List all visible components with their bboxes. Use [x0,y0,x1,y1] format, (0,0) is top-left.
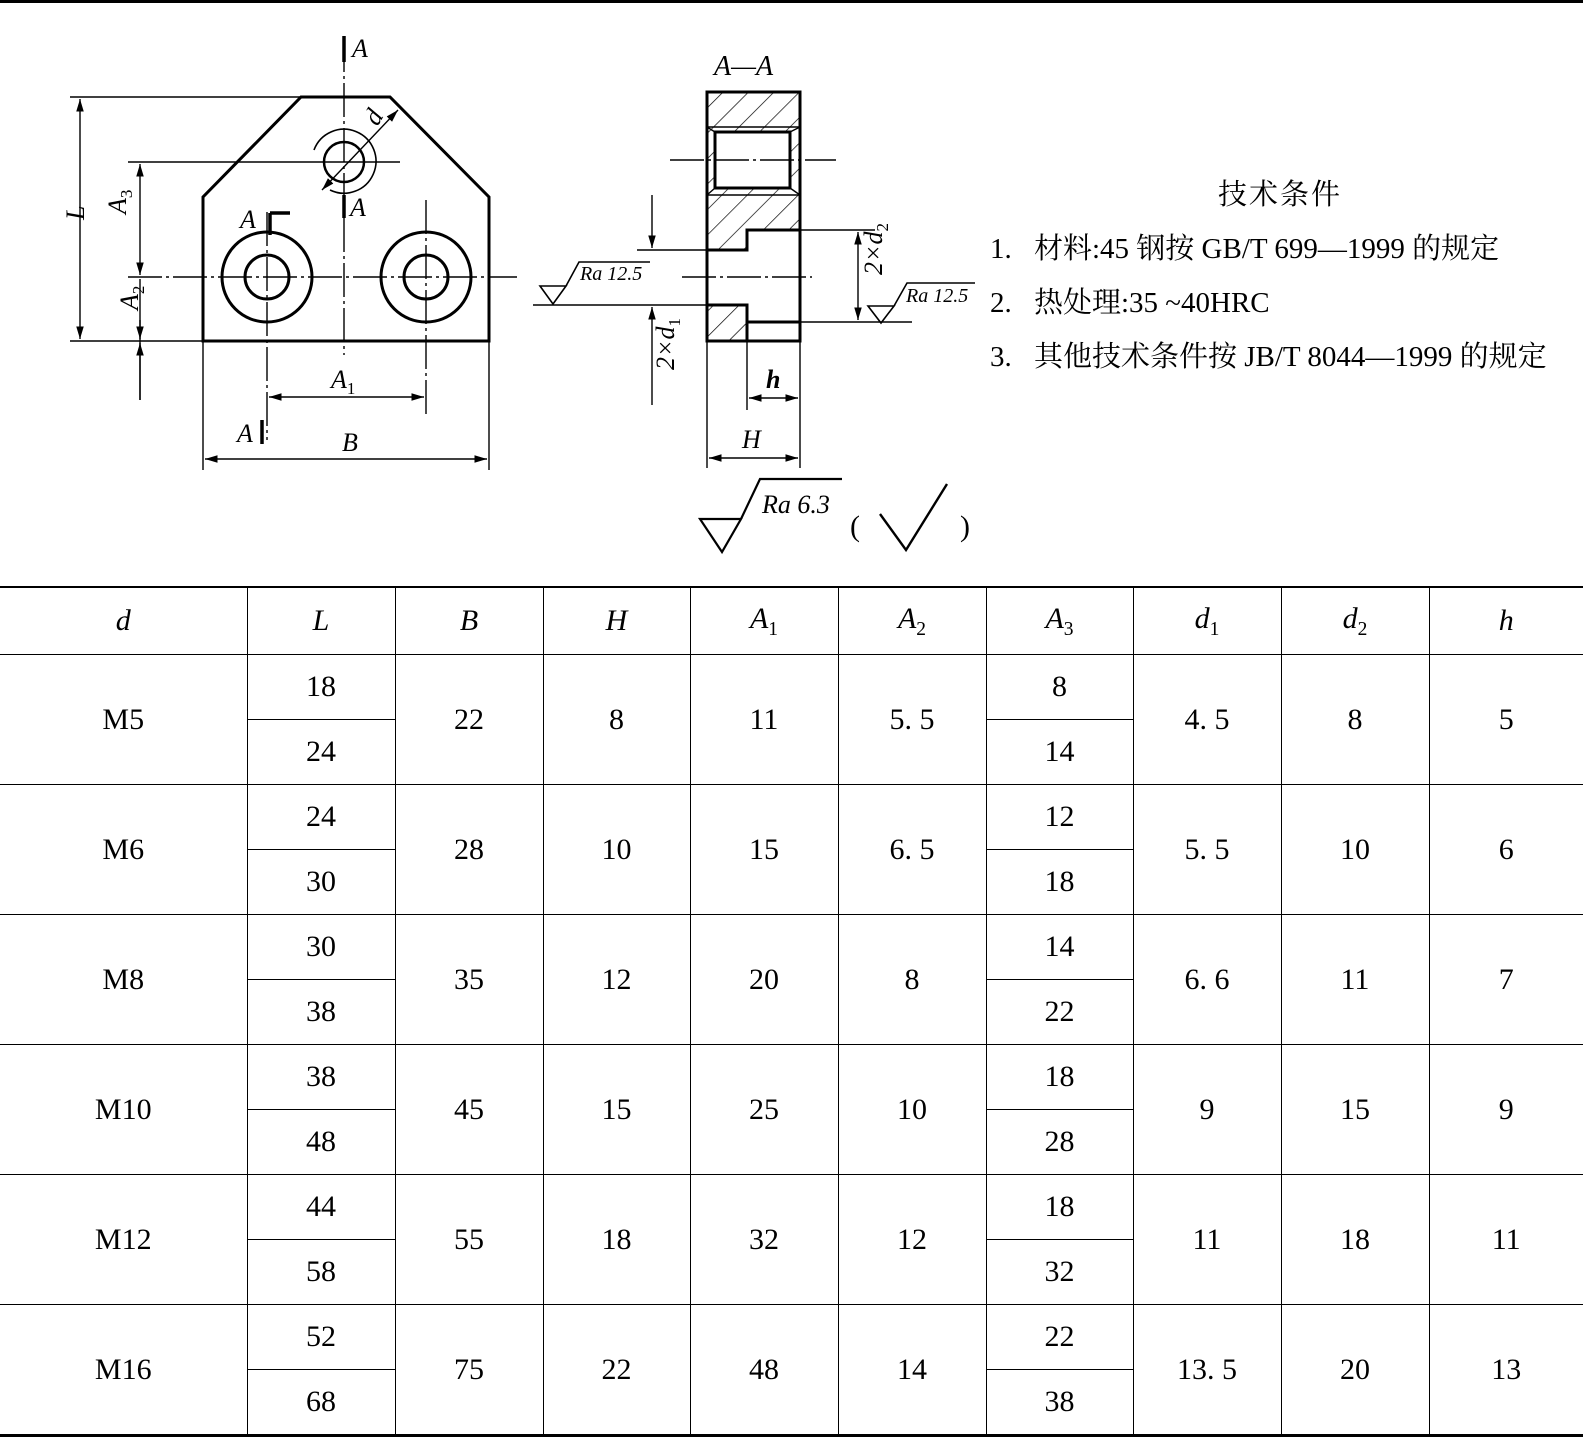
cut-label-middle: A [350,193,366,222]
column-header-symbol: d [1342,601,1358,635]
column-header-subscript: 2 [1357,618,1368,640]
cell-length: 38 [247,980,395,1045]
dim-label-B: B [342,428,358,457]
column-header [986,587,1133,655]
technical-condition-number: 3. [990,341,1012,373]
cell-length: 44 [247,1175,395,1240]
check-mark-icon [880,484,947,550]
cut-label-bottom: A [237,419,253,448]
cell-counterbore-depth: 13 [1429,1305,1583,1436]
column-header [1133,587,1281,655]
svg-text:A3 [103,190,136,216]
column-header [838,587,986,655]
cell-d1: 11 [1133,1175,1281,1305]
specification-table [0,586,1583,1437]
cell-counterbore-depth: 6 [1429,785,1583,915]
cell-a3: 22 [986,980,1133,1045]
roughness-paren-close: ) [960,510,970,543]
cell-a2: 6. 5 [838,785,986,915]
cell-a3: 18 [986,1045,1133,1110]
column-header [690,587,838,655]
cell-length: 24 [247,720,395,785]
column-header [543,587,690,655]
plan-view [70,36,517,470]
cell-counterbore-depth: 9 [1429,1045,1583,1175]
column-header-symbol: A [1045,601,1064,635]
cell-d2: 18 [1281,1175,1429,1305]
column-header-symbol: L [312,604,330,637]
cell-height: 10 [543,785,690,915]
cell-height: 12 [543,915,690,1045]
table-row [0,915,1583,980]
column-header-symbol: h [1498,604,1514,637]
roughness-label-left: Ra 12.5 [580,263,643,285]
cut-label-left: A [240,205,256,234]
column-header-symbol: A [749,601,769,635]
dim-label-A3: A [103,198,132,214]
column-header [395,587,543,655]
cell-thread-size: M12 [0,1175,247,1305]
cell-height: 15 [543,1045,690,1175]
dim-label-H: H [742,425,761,454]
cell-a3: 18 [986,1175,1133,1240]
dim-label-2xd2-sub: 2 [873,222,892,232]
cell-a2: 5. 5 [838,655,986,785]
cell-width: 45 [395,1045,543,1175]
cell-d2: 20 [1281,1305,1429,1436]
column-header-symbol: A [897,601,917,635]
cell-length: 30 [247,915,395,980]
column-header-subscript: 1 [768,618,779,640]
cell-a2: 12 [838,1175,986,1305]
table-row [0,785,1583,850]
cell-thread-size: M10 [0,1045,247,1175]
table-header-row [0,587,1583,655]
dim-label-A2-sub: 2 [129,285,148,295]
column-header-symbol: d [115,604,131,637]
roughness-paren-open: ( [850,510,860,543]
cell-a2: 8 [838,915,986,1045]
cell-d1: 9 [1133,1045,1281,1175]
column-header [1281,587,1429,655]
cell-length: 58 [247,1240,395,1305]
cell-length: 68 [247,1370,395,1436]
cell-length: 38 [247,1045,395,1110]
column-header-subscript: 1 [1209,618,1220,640]
cell-a3: 22 [986,1305,1133,1370]
cell-a3: 18 [986,850,1133,915]
cut-label-top: A [352,34,368,63]
cell-length: 30 [247,850,395,915]
dim-label-A2: A [115,294,144,310]
dim-label-2xd2: 2×d [859,231,888,275]
technical-condition-number: 2. [990,287,1012,319]
technical-conditions [990,168,1580,384]
cell-counterbore-depth: 7 [1429,915,1583,1045]
cell-a1: 32 [690,1175,838,1305]
cell-a1: 11 [690,655,838,785]
cell-a1: 48 [690,1305,838,1436]
technical-condition-number: 1. [990,233,1012,265]
technical-condition-item [990,330,1580,384]
table-row [0,1045,1583,1110]
cell-height: 22 [543,1305,690,1436]
svg-text:A2 [115,286,148,312]
cell-a2: 14 [838,1305,986,1436]
technical-condition-text: 其他技术条件按 JB/T 8044—1999 的规定 [1034,341,1547,373]
table-row [0,1175,1583,1240]
cell-d1: 13. 5 [1133,1305,1281,1436]
cell-a1: 20 [690,915,838,1045]
technical-condition-item [990,222,1580,276]
dim-label-A1-sub: 1 [346,379,356,398]
cell-height: 18 [543,1175,690,1305]
dim-label-2xd1: 2×d [651,326,680,370]
cell-length: 18 [247,655,395,720]
cell-height: 8 [543,655,690,785]
cell-d1: 4. 5 [1133,655,1281,785]
cell-width: 75 [395,1305,543,1436]
cell-length: 24 [247,785,395,850]
cell-a3: 12 [986,785,1133,850]
cell-a3: 38 [986,1370,1133,1436]
dim-label-A3-sub: 3 [117,189,136,199]
cell-width: 35 [395,915,543,1045]
cell-width: 55 [395,1175,543,1305]
dim-label-A1: A [331,365,347,394]
cell-a1: 25 [690,1045,838,1175]
cell-a3: 14 [986,915,1133,980]
cell-thread-size: M8 [0,915,247,1045]
cell-thread-size: M16 [0,1305,247,1436]
cell-a3: 14 [986,720,1133,785]
cell-width: 22 [395,655,543,785]
roughness-label-general: Ra 6.3 [762,490,830,519]
cell-d1: 5. 5 [1133,785,1281,915]
column-header [0,587,247,655]
technical-condition-text: 材料:45 钢按 GB/T 699—1999 的规定 [1034,233,1500,265]
cell-thread-size: M5 [0,655,247,785]
cell-d2: 10 [1281,785,1429,915]
svg-text:2×d1 [651,318,684,370]
column-header [1429,587,1583,655]
technical-condition-item [990,276,1580,330]
table-row [0,1305,1583,1370]
dim-label-L: L [61,205,90,220]
cell-d2: 15 [1281,1045,1429,1175]
column-header-subscript: 2 [916,618,927,640]
dim-label-h: h [766,365,781,394]
cell-thread-size: M6 [0,785,247,915]
column-header-symbol: d [1194,601,1210,635]
roughness-label-right: Ra 12.5 [906,285,969,307]
cell-a3: 32 [986,1240,1133,1305]
column-header-symbol: B [459,604,479,637]
cell-counterbore-depth: 5 [1429,655,1583,785]
cell-a1: 15 [690,785,838,915]
cell-a2: 10 [838,1045,986,1175]
cell-counterbore-depth: 11 [1429,1175,1583,1305]
svg-text:A1 [329,365,355,398]
technical-condition-text: 热处理:35 ~40HRC [1034,287,1270,319]
column-header-subscript: 3 [1063,618,1074,640]
cell-d2: 8 [1281,655,1429,785]
cell-length: 48 [247,1110,395,1175]
svg-text:2×d2 [859,223,892,275]
table-row [0,655,1583,720]
cell-a3: 28 [986,1110,1133,1175]
technical-conditions-title: 技术条件 [1218,179,1343,211]
dim-label-2xd1-sub: 1 [665,317,684,327]
cell-width: 28 [395,785,543,915]
cell-a3: 8 [986,655,1133,720]
section-label: A—A [714,51,774,82]
column-header-symbol: H [605,604,628,637]
cell-d1: 6. 6 [1133,915,1281,1045]
dim-label-d: d [357,104,390,130]
cell-length: 52 [247,1305,395,1370]
table-body [0,655,1583,1436]
cell-d2: 11 [1281,915,1429,1045]
column-header [247,587,395,655]
